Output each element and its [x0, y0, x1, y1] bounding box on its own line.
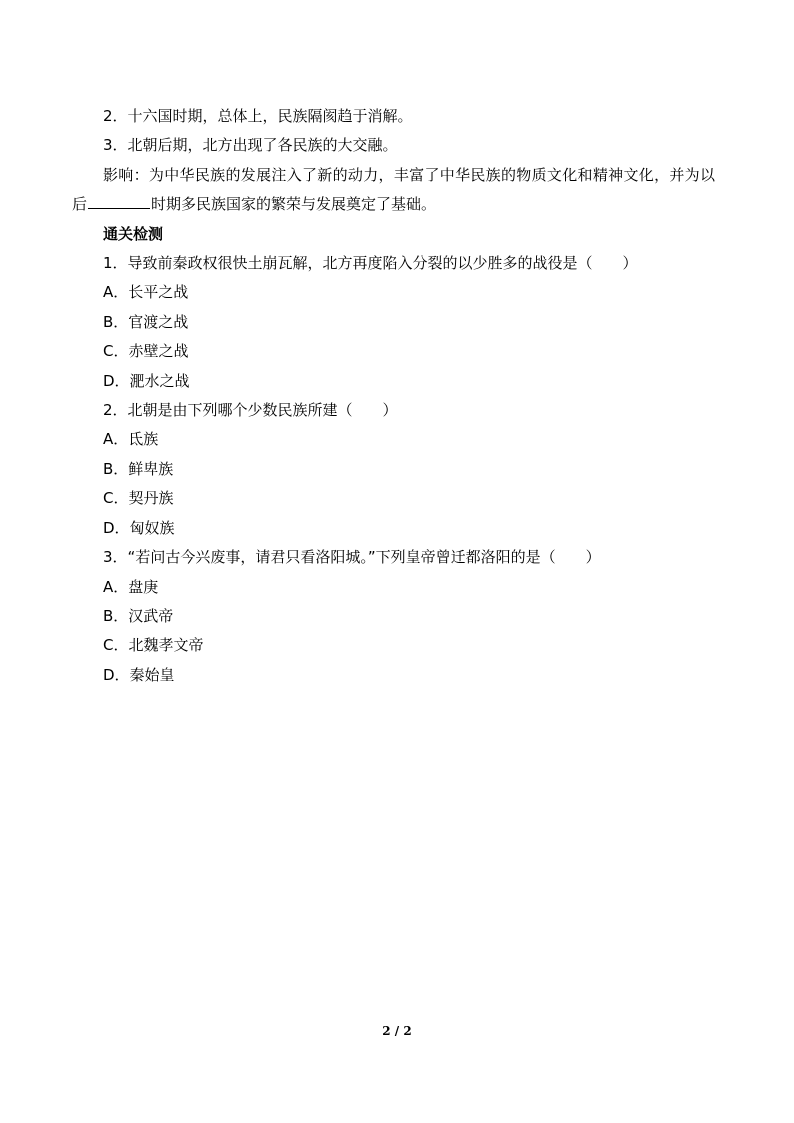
page-number: 2 / 2	[382, 1024, 412, 1038]
option-d: D．秦始皇	[103, 665, 175, 684]
option-a: A．长平之战	[103, 283, 189, 302]
question-1	[72, 249, 722, 396]
section-title: 通关检测	[103, 224, 164, 243]
option-c: C．契丹族	[103, 489, 174, 508]
option-c: C．北魏孝文帝	[103, 636, 204, 655]
fill-in-blank	[88, 194, 150, 209]
option-d: D．淝水之战	[103, 371, 190, 390]
option-a: A．氐族	[103, 430, 159, 449]
option-a: A．盘庚	[103, 577, 159, 596]
option-b: B．鲜卑族	[103, 459, 174, 478]
question-3	[72, 543, 722, 690]
influence-paragraph	[72, 161, 715, 220]
influence-text-part1: 影响：为中华民族的发展注入了新的动力，丰富了中华民族的物质文化和精神文化，并为以后	[72, 165, 715, 214]
influence-text-part2: 时期多民族国家的繁荣与发展奠定了基础。	[151, 195, 437, 214]
question-stem: 1．导致前秦政权很快土崩瓦解，北方再度陷入分裂的以少胜多的战役是（ ）	[103, 254, 638, 273]
summary-point-2: 2．十六国时期，总体上，民族隔阂趋于消解。	[103, 107, 413, 125]
summary-point-3: 3．北朝后期，北方出现了各民族的大交融。	[103, 136, 398, 155]
question-stem: 3．“若问古今兴废事，请君只看洛阳城。”下列皇帝曾迁都洛阳的是（ ）	[103, 548, 601, 567]
question-2	[72, 396, 722, 543]
page-content	[72, 102, 722, 690]
option-b: B．汉武帝	[103, 606, 174, 625]
question-stem: 2．北朝是由下列哪个少数民族所建（ ）	[103, 401, 398, 420]
option-c: C．赤壁之战	[103, 342, 189, 361]
option-d: D．匈奴族	[103, 518, 175, 537]
option-b: B．官渡之战	[103, 312, 189, 331]
